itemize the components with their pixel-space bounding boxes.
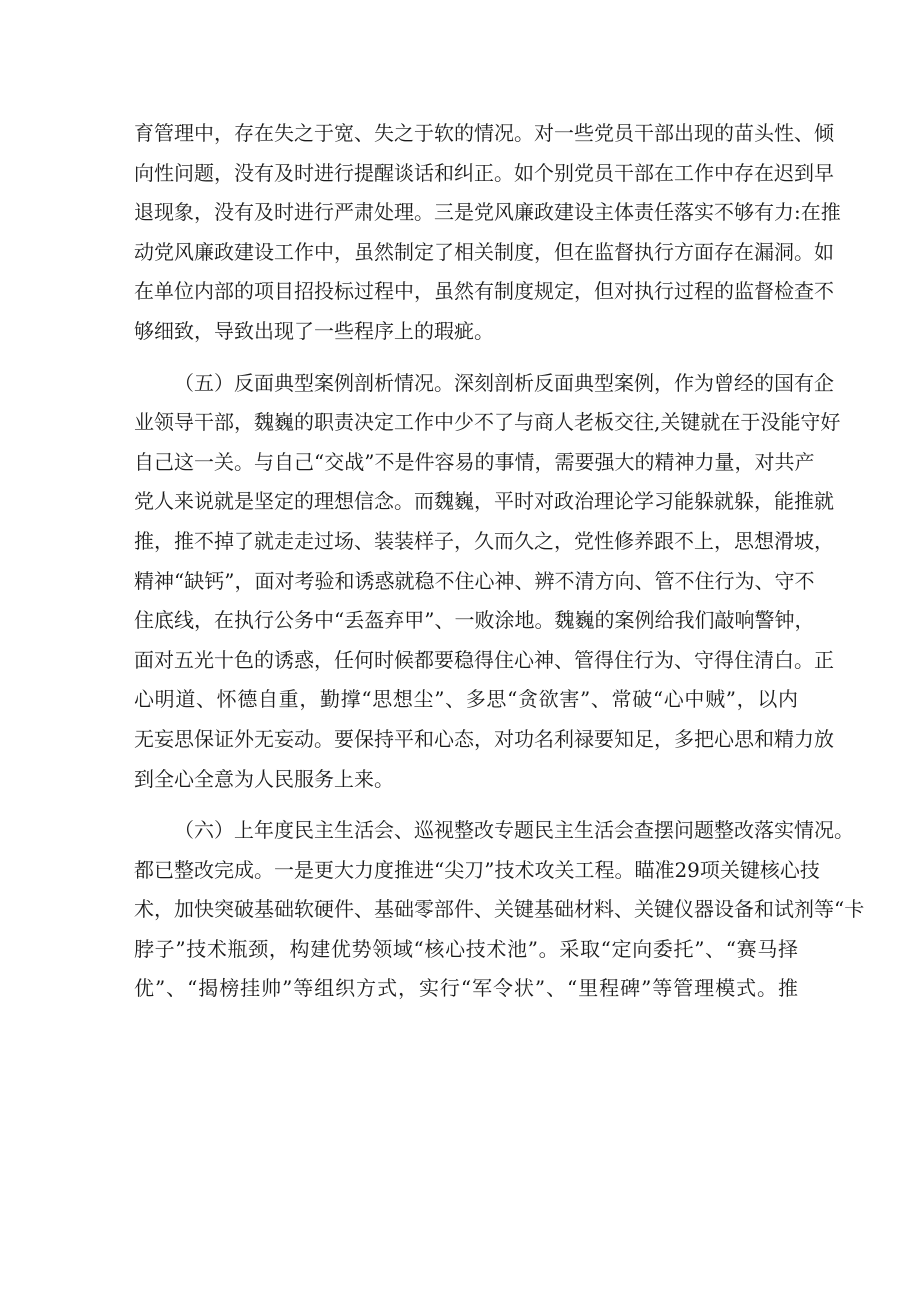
text-line: 业领导干部，魏巍的职责决定工作中少不了与商人老板交往,关键就在于没能守好 <box>134 410 841 435</box>
text-line: 脖子”技术瓶颈，构建优势领域“核心技术池”。采取“定向委托”、“赛马择 <box>134 936 798 961</box>
text-line: 精神“缺钙”，面对考验和诱惑就稳不住心神、辨不清方向、管不住行为、守不 <box>134 568 815 593</box>
text-line: 够细致，导致出现了一些程序上的瑕疵。 <box>134 318 494 343</box>
text-line: 退现象，没有及时进行严肃处理。三是党风廉政建设主体责任落实不够有力:在推 <box>134 200 841 225</box>
text-line: 党人来说就是坚定的理想信念。而魏巍，平时对政治理论学习能躲就躲，能推就 <box>134 489 834 514</box>
text-line: 住底线，在执行公务中“丢盔弃甲”、一败涂地。魏巍的案例给我们敲响警钟， <box>134 608 815 633</box>
paragraph-management-issues <box>134 114 841 352</box>
text-line: 面对五光十色的诱惑，任何时候都要稳得住心神、管得住行为、守得住清白。正 <box>134 647 834 672</box>
text-line: 优”、“揭榜挂帅”等组织方式，实行“军令状”、“里程碑”等管理模式。推 <box>134 976 798 1001</box>
text-line: 动党风廉政建设工作中，虽然制定了相关制度，但在监督执行方面存在漏洞。如 <box>134 239 834 264</box>
document-body <box>134 114 865 1009</box>
paragraph-spacer <box>134 799 798 811</box>
text-line: 向性问题，没有及时进行提醒谈话和纠正。如个别党员干部在工作中存在迟到早 <box>134 160 834 185</box>
text-line: （六）上年度民主生活会、巡视整改专题民主生活会查摆问题整改落实情况。 <box>174 818 854 843</box>
paragraph-rectification-status <box>134 811 865 1009</box>
paragraph-negative-case-analysis <box>134 364 841 800</box>
text-line: 无妄思保证外无妄动。要保持平和心态，对功名利禄要知足，多把心思和精力放 <box>134 726 834 751</box>
text-line: 在单位内部的项目招投标过程中，虽然有制度规定，但对执行过程的监督检查不 <box>134 279 834 304</box>
paragraph-spacer <box>134 352 798 364</box>
text-line: 自己这一关。与自己“交战”不是件容易的事情，需要强大的精神力量，对共产 <box>134 449 815 474</box>
text-line: 到全心全意为人民服务上来。 <box>134 766 394 791</box>
text-line: 术，加快突破基础软硬件、基础零部件、关键基础材料、关键仪器设备和试剂等“卡 <box>134 897 865 922</box>
text-line: （五）反面典型案例剖析情况。深刻剖析反面典型案例，作为曾经的国有企 <box>174 370 834 395</box>
text-line: 心明道、怀德自重，勤撑“思想尘”、多思“贪欲害”、常破“心中贼”，以内 <box>134 687 798 712</box>
text-line: 都已整改完成。一是更大力度推进“尖刀”技术攻关工程。瞄准29项关键核心技 <box>134 857 820 882</box>
text-line: 推，推不掉了就走走过场、装装样子，久而久之，党性修养跟不上，思想滑坡， <box>134 528 834 553</box>
text-line: 育管理中，存在失之于宽、失之于软的情况。对一些党员干部出现的苗头性、倾 <box>134 121 834 145</box>
